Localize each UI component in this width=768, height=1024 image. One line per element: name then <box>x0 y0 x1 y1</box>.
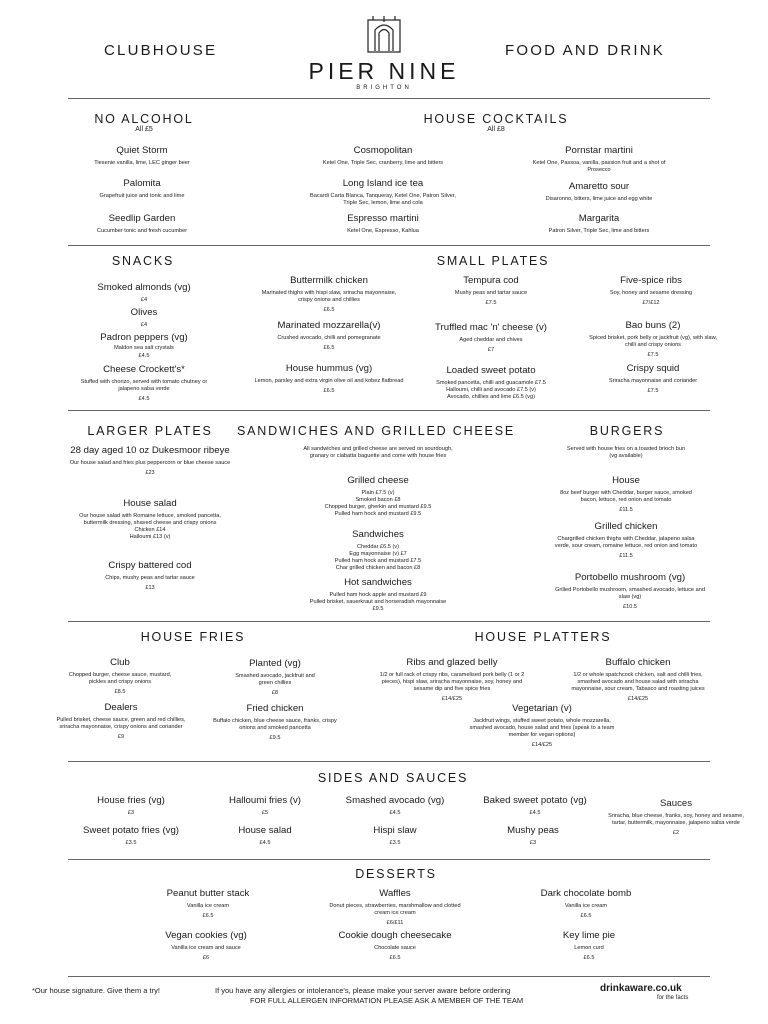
no-alcohol-title: NO ALCOHOL <box>94 112 194 126</box>
menu-item: House fries (vg) £3 <box>97 795 165 816</box>
menu-item: Pornstar martini Ketel One, Passoa, vanilla, passion fruit and a shot of Prosecco <box>532 145 666 173</box>
cocktails-title: HOUSE COCKTAILS <box>423 112 569 126</box>
drinkaware-link[interactable]: drinkaware.co.uk <box>600 983 682 994</box>
menu-item: Crispy battered cod Chips, mushy peas and tartar sauce £13 <box>105 560 195 591</box>
divider <box>68 98 710 99</box>
menu-item: Palomita Grapefruit juice and tonic and lime <box>99 178 185 199</box>
menu-item: Espresso martini Ketel One, Espresso, Kahlua <box>347 213 419 234</box>
menu-item: Peanut butter stack Vanilla ice cream £6.5 <box>166 888 250 919</box>
divider <box>68 761 710 762</box>
menu-item: 28 day aged 10 oz Dukesmoor ribeye Our house salad and fries plus peppercorn or blue cheese sauce £23 <box>69 445 231 476</box>
menu-item: Bao buns (2) Spiced brisket, pork belly or jackfruit (vg), with slaw, chilli and crispy onions £7.5 <box>589 320 717 358</box>
menu-item: Halloumi fries (v) £5 <box>229 795 301 816</box>
sandwiches-title: SANDWICHES AND GRILLED CHEESE <box>237 424 515 438</box>
platters-title: HOUSE PLATTERS <box>474 630 612 644</box>
menu-item: Five-spice ribs Soy, honey and sesame dressing £7/£12 <box>609 275 693 306</box>
menu-item: Fried chicken Buffalo chicken, blue cheese sauce, franks, crispy onions and smoked pancetta £9.5 <box>213 703 337 741</box>
menu-item: Vegan cookies (vg) Vanilla ice cream and sauce £6 <box>165 930 247 961</box>
menu-item: Planted (vg) Smashed avocado, jackfruit and green chillies £8 <box>235 658 315 696</box>
snacks-title: SNACKS <box>111 254 175 268</box>
menu-item: Hispi slaw £3.5 <box>373 825 417 846</box>
menu-item: Portobello mushroom (vg) Grilled Portobello mushroom, smashed avocado, lettuce and slaw (vg) £10.5 <box>555 572 705 610</box>
menu-item: Club Chopped burger, cheese sauce, mustard, pickles and crispy onions £8.5 <box>68 657 172 695</box>
allergy-notice: If you have any allergies or intolerance's, please make your server aware before ordering FOR FULL ALLERGEN INFORMATION PLEASE ASK A MEMBER OF THE TEAM <box>215 986 524 1005</box>
divider <box>68 859 710 860</box>
burgers-intro: Served with house fries on a toasted brioch bun (vg available) <box>566 446 686 459</box>
menu-item: Tempura cod Mushy peas and tartar sauce £7.5 <box>454 275 528 306</box>
menu-item: Cheese Crockett's* Stuffed with chorizo, served with tomato chutney or jalapeno salsa verde £4.5 <box>80 364 208 402</box>
divider <box>68 410 710 411</box>
menu-item: Mushy peas £3 <box>507 825 559 846</box>
menu-item: House salad Our house salad with Romaine lettuce, smoked pancetta, buttermilk dressing, shaved cheese and crispy onions Chicken £14 Halloumi £13 (v) <box>79 498 221 540</box>
menu-item: Baked sweet potato (vg) £4.5 <box>483 795 587 816</box>
house-fries-title: HOUSE FRIES <box>140 630 246 644</box>
menu-item: Grilled cheese Plain £7.5 (v) Smoked bacon £8 Chopped burger, gherkin and mustard £9.5 Pulled ham hock and mustard £9.5 <box>324 475 432 517</box>
header-left: CLUBHOUSE <box>104 42 218 59</box>
divider <box>68 621 710 622</box>
sandwiches-intro: All sandwiches and grilled cheese are served on sourdough, granary or ciabatta baguette and come with house fries <box>303 446 453 459</box>
divider <box>68 976 710 977</box>
brand-name: PIER NINE <box>308 58 460 84</box>
desserts-title: DESSERTS <box>355 867 437 881</box>
header-right: FOOD AND DRINK <box>505 42 665 59</box>
menu-item: Ribs and glazed belly 1/2 or full rack of crispy ribs, caramelised pork belly (1 or 2 pieces), hispi slaw, sriracha mayonnaise, soy, honey and sesame dip and five spice fries £14/£25 <box>379 657 525 702</box>
menu-item: House hummus (vg) Lemon, parsley and extra virgin olive oil and kobez flatbread £6.5 <box>254 363 404 394</box>
menu-item: Seedlip Garden Cucumber tonic and fresh cucumber <box>96 213 188 234</box>
divider <box>68 245 710 246</box>
menu-item: Olives £4 <box>130 307 158 328</box>
pier-nine-logo-icon <box>365 14 403 54</box>
menu-item: Margarita Patron Silver, Triple Sec, lime and bitters <box>548 213 650 234</box>
burgers-title: BURGERS <box>589 424 665 438</box>
menu-item: Smoked almonds (vg) £4 <box>97 282 191 303</box>
signature-note: *Our house signature. Give them a try! <box>32 986 160 995</box>
menu-item: Buttermilk chicken Marinated thighs with hispi slaw, sriracha mayonnaise, crispy onions and chillies £6.5 <box>261 275 397 313</box>
menu-item: Smashed avocado (vg) £4.5 <box>345 795 445 816</box>
menu-item: Crispy squid Sriracha mayonnaise and coriander £7.5 <box>608 363 698 394</box>
menu-item: Key lime pie Lemon curd £6.5 <box>562 930 616 961</box>
menu-item: Long Island ice tea Bacardi Carta Blanca, Tanqueray, Ketel One, Patron Silver, Triple Sec, lemon, lime and cola <box>310 178 456 206</box>
sides-title: SIDES AND SAUCES <box>317 771 469 785</box>
menu-item: Sauces Sriracha, blue cheese, franks, soy, honey and sesame, tartar, buttermilk, mayonnaise, jalapeno salsa verde £2 <box>608 798 744 836</box>
menu-item: Sweet potato fries (vg) £3.5 <box>83 825 179 846</box>
menu-item: Quiet Storm Tiesenie vanilla, lime, LEC ginger beer <box>94 145 190 166</box>
larger-plates-title: LARGER PLATES <box>87 424 213 438</box>
menu-item: Marinated mozzarella(v) Crushed avocado, chilli and pomegranate £6.5 <box>277 320 381 351</box>
no-alcohol-note: All £5 <box>135 126 153 133</box>
drinkaware-tagline: for the facts <box>657 995 689 1001</box>
small-plates-title: SMALL PLATES <box>436 254 550 268</box>
menu-item: Grilled chicken Chargrilled chicken thighs with Cheddar, jalapeno salsa verde, sour cream, romaine lettuce, red onion and tomato £11.5 <box>554 521 698 559</box>
menu-item: Waffles Donut pieces, strawberries, marshmallow and clotted cream ice cream £6/£11 <box>329 888 461 926</box>
menu-item: Amaretto sour Disaronno, bitters, lime juice and egg white <box>545 181 653 202</box>
menu-item: Dark chocolate bomb Vanilla ice cream £6.5 <box>540 888 632 919</box>
menu-item: House 8oz beef burger with Cheddar, burger sauce, smoked bacon, lettuce, red onion and tomato £11.5 <box>560 475 692 513</box>
menu-item: Dealers Pulled brisket, cheese sauce, green and red chillies, sriracha mayonnaise, crispy onions and coriander £9 <box>56 702 186 740</box>
menu-item: Truffled mac 'n' cheese (v) Aged cheddar and chives £7 <box>435 322 547 353</box>
brand-location: BRIGHTON <box>356 85 412 91</box>
menu-item: Loaded sweet potato Smoked pancetta, chilli and guacamole £7.5 Halloumi, chilli and avocado £7.5 (v) Avocado, chillies and lime £6.5 (vg) <box>436 365 546 400</box>
menu-item: Cosmopolitan Ketel One, Triple Sec, cranberry, lime and bitters <box>322 145 444 166</box>
menu-item: Hot sandwiches Pulled ham hock apple and mustard £9 Pulled brisket, sauerkraut and horseradish mayonnaise £9.5 <box>309 577 447 612</box>
menu-item: Cookie dough cheesecake Chocolate sauce £6.5 <box>338 930 452 961</box>
menu-item: House salad £4.5 <box>238 825 292 846</box>
menu-item: Padron peppers (vg) Maldon sea salt crystals £4.5 <box>100 332 188 359</box>
cocktails-note: All £8 <box>487 126 505 133</box>
menu-item: Sandwiches Cheddar £6.5 (v) Egg mayonnaise (v) £7 Pulled ham hock and mustard £7.5 Char grilled chicken and bacon £8 <box>334 529 422 571</box>
menu-item: Vegetarian (v) Jackfruit wings, stuffed sweet potato, whole mozzarella, smashed avocado, house salad and fries (speak to a team member for vegan options) £14/£25 <box>469 703 615 748</box>
menu-item: Buffalo chicken 1/2 or whole spatchcock chicken, salt and chilli fries, smashed avocado and house salad with sriracha mayonnaise, sour cream, Tabasco and roasting juices £14/£25 <box>571 657 705 702</box>
